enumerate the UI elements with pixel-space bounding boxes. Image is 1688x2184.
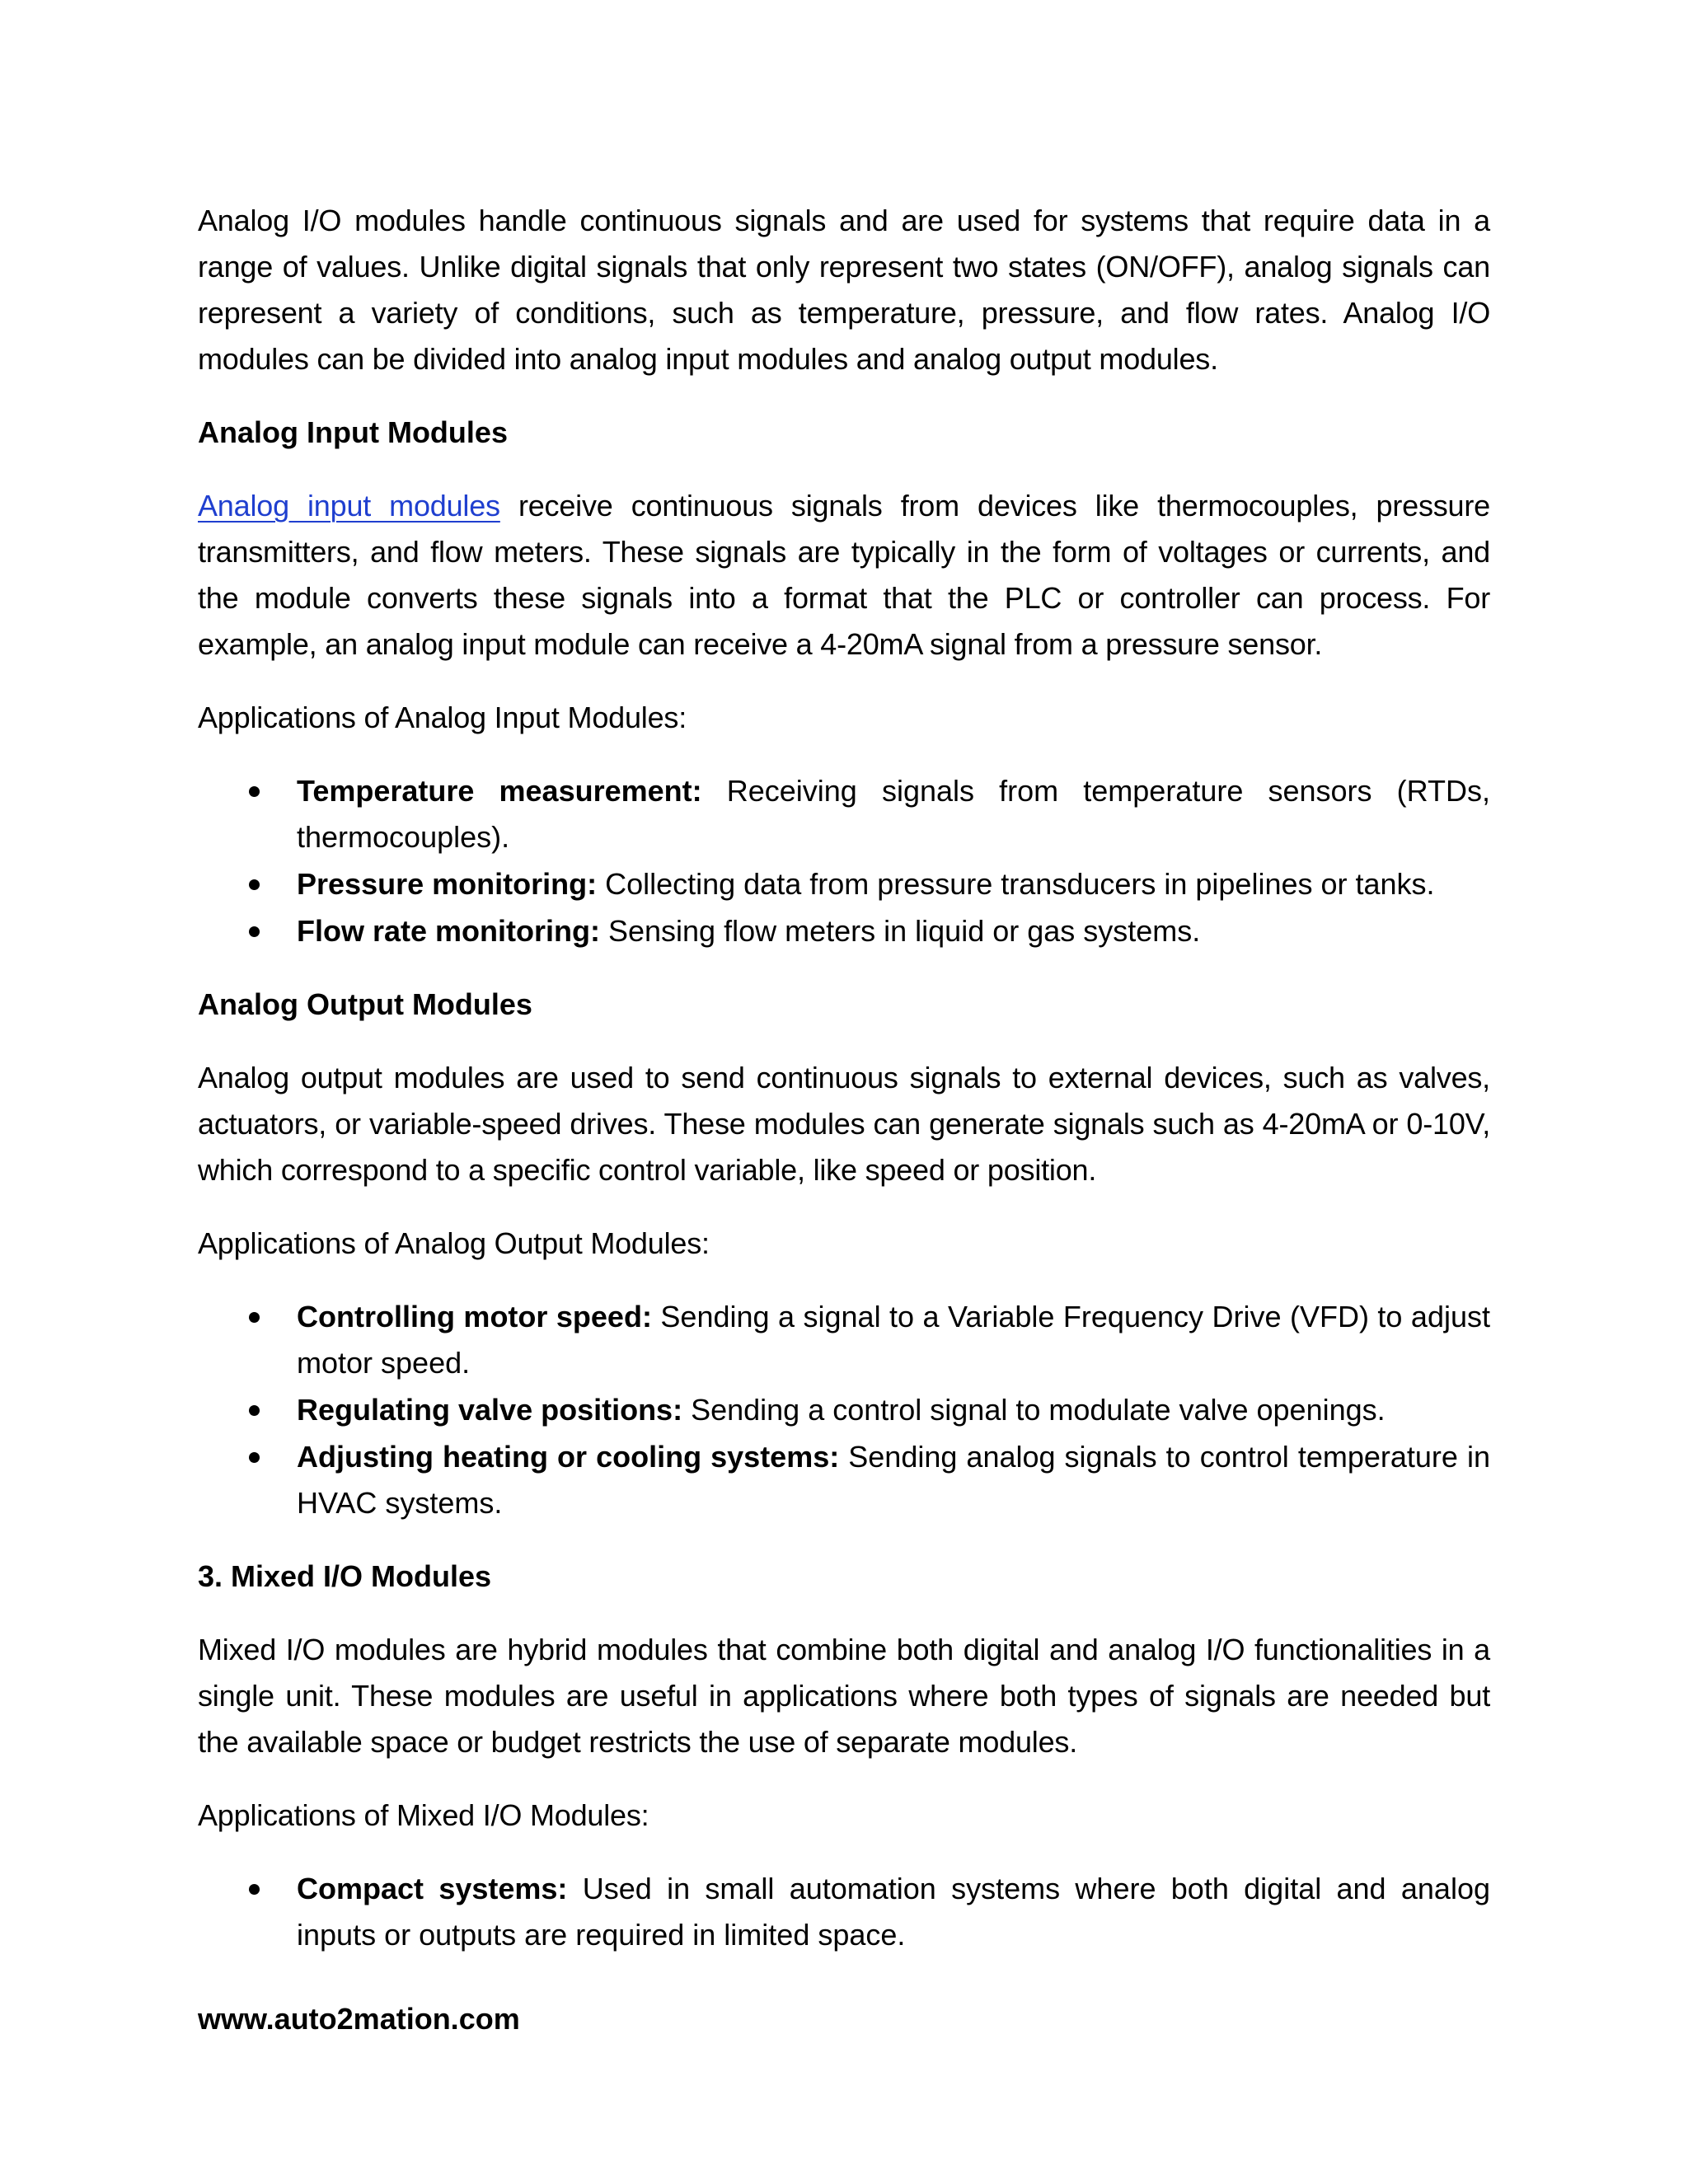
list-item: [198, 1294, 1490, 1386]
analog-input-apps-label: Applications of Analog Input Modules:: [198, 701, 687, 734]
list-item-desc: Sending analog signals to control temperature in HVAC systems.: [297, 1440, 1490, 1520]
list-item-term: Regulating valve positions:: [297, 1393, 683, 1427]
list-item-term: Pressure monitoring:: [297, 867, 598, 901]
mixed-io-paragraph: Mixed I/O modules are hybrid modules that combine both digital and analog I/O functionalities in a single unit. These modules are useful in applications where both types of signals are needed but the available space or budget restricts the use of separate modules.: [198, 1633, 1490, 1759]
list-item: [198, 1434, 1490, 1526]
analog-input-body: receive continuous signals from devices like thermocouples, pressure transmitters, and flow meters. These signals are typically in the form of voltages or currents, and the module converts these signals into a format that the PLC or controller can process. For example, an analog input module can receive a 4-20mA signal from a pressure sensor.: [198, 489, 1490, 661]
document-page: [198, 198, 1490, 1985]
mixed-io-apps-label: Applications of Mixed I/O Modules:: [198, 1798, 649, 1832]
list-item-desc: Receiving signals from temperature sensors (RTDs, thermocouples).: [297, 774, 1490, 854]
list-item-desc: Sensing flow meters in liquid or gas systems.: [599, 914, 1201, 948]
bullet-icon: [249, 1312, 260, 1323]
footer-website: www.auto2mation.com: [198, 2002, 520, 2036]
list-item-term: Flow rate monitoring:: [297, 914, 600, 948]
list-item-desc: Used in small automation systems where both digital and analog inputs or outputs are required in limited space.: [297, 1872, 1490, 1952]
list-item: [198, 1866, 1490, 1958]
bullet-icon: [249, 879, 260, 890]
analog-output-apps-list: [198, 1294, 1490, 1526]
analog-output-apps-label: Applications of Analog Output Modules:: [198, 1226, 710, 1260]
list-item-term: Compact systems:: [297, 1872, 568, 1905]
mixed-io-apps-list: [198, 1866, 1490, 1958]
list-item: [198, 1387, 1490, 1433]
list-item-term: Adjusting heating or cooling systems:: [297, 1440, 840, 1474]
bullet-icon: [249, 926, 260, 937]
analog-input-apps-list: [198, 768, 1490, 954]
list-item: [198, 768, 1490, 860]
list-item-term: Controlling motor speed:: [297, 1300, 652, 1333]
list-item-desc: Collecting data from pressure transducers in pipelines or tanks.: [597, 867, 1435, 901]
analog-input-paragraph: [198, 483, 1490, 668]
list-item-term: Temperature measurement:: [297, 774, 702, 808]
bullet-icon: [249, 1405, 260, 1416]
intro-paragraph: Analog I/O modules handle continuous signals and are used for systems that require data in a range of values. Unlike digital signals that only represent two states (ON/OFF), analog signals can represent a variety of conditions, such as temperature, pressure, and flow rates. Analog I/O modules can be divided into analog input modules and analog output modules.: [198, 204, 1490, 376]
mixed-io-heading: 3. Mixed I/O Modules: [198, 1559, 492, 1593]
bullet-icon: [249, 1884, 260, 1895]
list-item: [198, 861, 1490, 907]
list-item-desc: Sending a control signal to modulate valve openings.: [682, 1393, 1386, 1427]
list-item-desc: Sending a signal to a Variable Frequency Drive (VFD) to adjust motor speed.: [297, 1300, 1490, 1380]
bullet-icon: [249, 786, 260, 797]
list-item: [198, 908, 1490, 954]
analog-output-paragraph: Analog output modules are used to send continuous signals to external devices, such as valves, actuators, or variable-speed drives. These modules can generate signals such as 4-20mA or 0-10V, which correspond to a specific control variable, like speed or position.: [198, 1061, 1490, 1187]
analog-input-heading: Analog Input Modules: [198, 415, 508, 449]
bullet-icon: [249, 1452, 260, 1463]
analog-output-heading: Analog Output Modules: [198, 987, 532, 1021]
analog-input-modules-link[interactable]: Analog input modules: [198, 489, 500, 523]
